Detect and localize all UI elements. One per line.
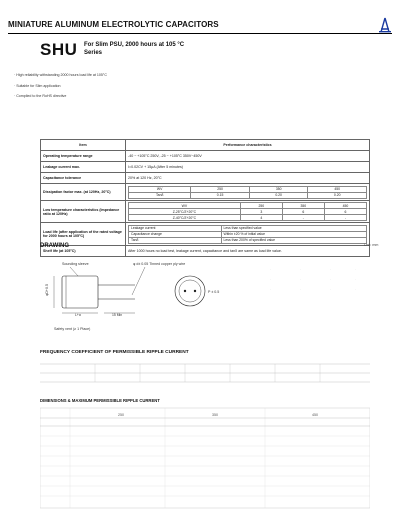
brand-logo	[378, 17, 392, 33]
dimensions-table-faded	[40, 406, 370, 510]
ripple-table-faded	[40, 360, 370, 388]
svg-text:P ± 0.5: P ± 0.5	[208, 290, 220, 294]
voltage-header: 350	[212, 413, 218, 417]
feature-item: · High reliability withstanding 2000 hours load life at 105°C	[14, 73, 107, 77]
col-item: Item	[41, 140, 126, 151]
svg-text:·: ·	[270, 277, 271, 281]
table-row: Shelf life (at 105°C) After 1000 hours no load test, leakage current, capacitance and tanδ are same as load life value.	[41, 246, 370, 257]
series-subtitle: For Slim PSU, 2000 hours at 105 °C	[84, 42, 185, 48]
drawing-title: DRAWING	[40, 243, 69, 249]
header-rule	[8, 33, 392, 34]
col-performance: Performance characteristics	[126, 140, 370, 151]
wire-label: φ d± 0.05 Tinned copper ply wire	[133, 262, 186, 266]
voltage-header: 250	[118, 413, 124, 417]
table-row: Capacitance tolerance 20% at 120 Hz, 20°C	[41, 173, 370, 184]
svg-text:·: ·	[300, 277, 301, 281]
unit-label: Unit: mm	[364, 243, 379, 247]
svg-text:15 Min: 15 Min	[112, 313, 123, 317]
series-code: SHU	[40, 40, 78, 59]
feature-item: · Complied to the RoHS directive	[14, 94, 67, 98]
svg-text:L+α: L+α	[75, 313, 81, 317]
ripple-title: FREQUENCY COEFFICIENT OF PERMISSIBLE RIPPLE CURRENT	[40, 350, 189, 355]
category-title: MINIATURE ALUMINUM ELECTROLYTIC CAPACITORS	[8, 20, 219, 29]
svg-text:·: ·	[355, 287, 356, 291]
table-row: Leakage current max. I=0.02CV + 15μA (After 5 minutes)	[41, 162, 370, 173]
svg-text:·: ·	[355, 277, 356, 281]
svg-text:·: ·	[270, 287, 271, 291]
svg-text:φD+0.5: φD+0.5	[45, 283, 49, 296]
load-life-table: Leakage current Less than specified value Capacitance change Within ±20 % of initial value Tanδ Less than 200% of specified value	[128, 225, 367, 244]
feature-list	[14, 70, 107, 102]
safety-vent-label: Safety vent (≥ 1 Place)	[54, 327, 91, 331]
table-row: Load life (after application of the rated voltage for 2000 hours at 105°C) Leakage current Less than specified value Capacitance change Within ±20 % of initial value Tanδ Less than 200% of specified value	[41, 223, 370, 246]
svg-text:·: ·	[330, 267, 331, 271]
capacitor-drawing	[40, 258, 370, 338]
voltage-header: 450	[312, 413, 318, 417]
svg-text:·: ·	[330, 287, 331, 291]
svg-text:·: ·	[270, 267, 271, 271]
table-row: Operating temperature range -40 ~ +105°C 250V, -25 ~ +105°C 350V~450V	[41, 151, 370, 162]
low-temp-table: WV 250 350 450 Z-25°C/Z+20°C 3 6 6 Z-40°C/Z+20°C 4 - -	[128, 202, 367, 221]
dimensions-title: DIMENSIONS & MAXIMUM PERMISSIBLE RIPPLE CURRENT	[40, 398, 160, 403]
table-row: Low temperature characteristics (Impedance ratio at 120Hz) WV 250 350 450 Z-25°C/Z+20°C 3 6 6 Z-40°C/Z+20°C 4 - -	[41, 201, 370, 223]
svg-text:·: ·	[330, 277, 331, 281]
spec-table	[40, 139, 370, 257]
feature-item: · Suitable for Slim application	[14, 83, 61, 88]
svg-text:·: ·	[300, 267, 301, 271]
series-subtitle-2: Series	[84, 50, 103, 56]
sleeve-label: Sounding sleeve	[62, 262, 89, 266]
dissipation-table: WV 250 350 450 Tanδ 0.15 0.20 0.20	[128, 186, 367, 199]
svg-text:·: ·	[355, 267, 356, 271]
svg-text:·: ·	[300, 287, 301, 291]
table-row: Dissipation factor max. (at 120Hz, 20°C) WV 250 350 450 Tanδ 0.15 0.20 0.20	[41, 184, 370, 201]
